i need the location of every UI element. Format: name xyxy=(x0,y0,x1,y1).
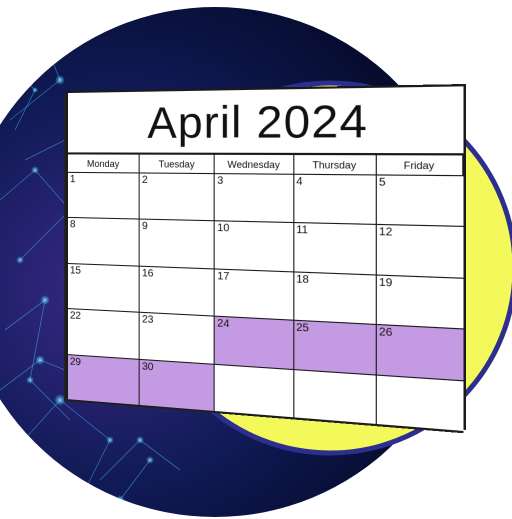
day-number: 19 xyxy=(379,276,393,290)
empty-day-cell xyxy=(377,375,464,432)
day-number: 12 xyxy=(379,226,393,240)
day-cell xyxy=(377,225,464,278)
weekday-header-wednesday: Wednesday xyxy=(215,155,294,175)
day-cell xyxy=(68,218,140,266)
weekday-header-tuesday: Tuesday xyxy=(140,155,215,174)
day-cell xyxy=(140,173,215,221)
day-cell xyxy=(215,222,294,273)
day-cell xyxy=(215,317,294,370)
day-cell xyxy=(215,269,294,321)
day-cell xyxy=(294,175,377,226)
day-cell xyxy=(68,173,140,220)
day-cell xyxy=(68,264,140,313)
weekday-header-monday: Monday xyxy=(68,154,140,173)
day-number: 5 xyxy=(379,176,386,190)
day-cell xyxy=(68,309,140,359)
day-number: 15 xyxy=(69,264,81,277)
calendar-title: April 2024 xyxy=(68,86,464,155)
day-number: 10 xyxy=(217,222,230,235)
day-number: 29 xyxy=(69,355,81,368)
day-number: 4 xyxy=(296,175,303,189)
day-cell xyxy=(140,266,215,316)
calendar-grid xyxy=(68,154,464,432)
day-cell xyxy=(377,176,464,228)
day-cell xyxy=(377,275,464,329)
day-number: 16 xyxy=(141,267,154,280)
day-cell xyxy=(215,174,294,223)
day-cell xyxy=(140,359,215,412)
day-cell xyxy=(294,321,377,375)
day-number: 2 xyxy=(141,174,148,187)
day-cell xyxy=(294,224,377,276)
weekday-header-friday: Friday xyxy=(377,155,464,176)
empty-day-cell xyxy=(294,370,377,425)
day-number: 18 xyxy=(296,273,309,287)
day-number: 25 xyxy=(296,322,309,335)
day-number: 17 xyxy=(217,270,230,283)
day-cell xyxy=(140,313,215,364)
day-number: 8 xyxy=(69,219,76,231)
day-cell xyxy=(68,355,140,406)
day-cell xyxy=(377,325,464,381)
day-number: 30 xyxy=(141,360,154,374)
weekday-header-thursday: Thursday xyxy=(294,155,377,175)
day-number: 9 xyxy=(141,221,148,233)
day-number: 1 xyxy=(69,173,76,186)
day-number: 23 xyxy=(141,314,154,327)
calendar-sheet xyxy=(66,84,466,430)
day-number: 3 xyxy=(217,175,224,188)
day-cell xyxy=(140,220,215,269)
day-cell xyxy=(294,272,377,325)
day-number: 11 xyxy=(296,224,309,238)
day-number: 24 xyxy=(217,318,230,331)
empty-day-cell xyxy=(215,364,294,418)
day-number: 22 xyxy=(69,310,81,323)
day-number: 26 xyxy=(379,326,393,340)
